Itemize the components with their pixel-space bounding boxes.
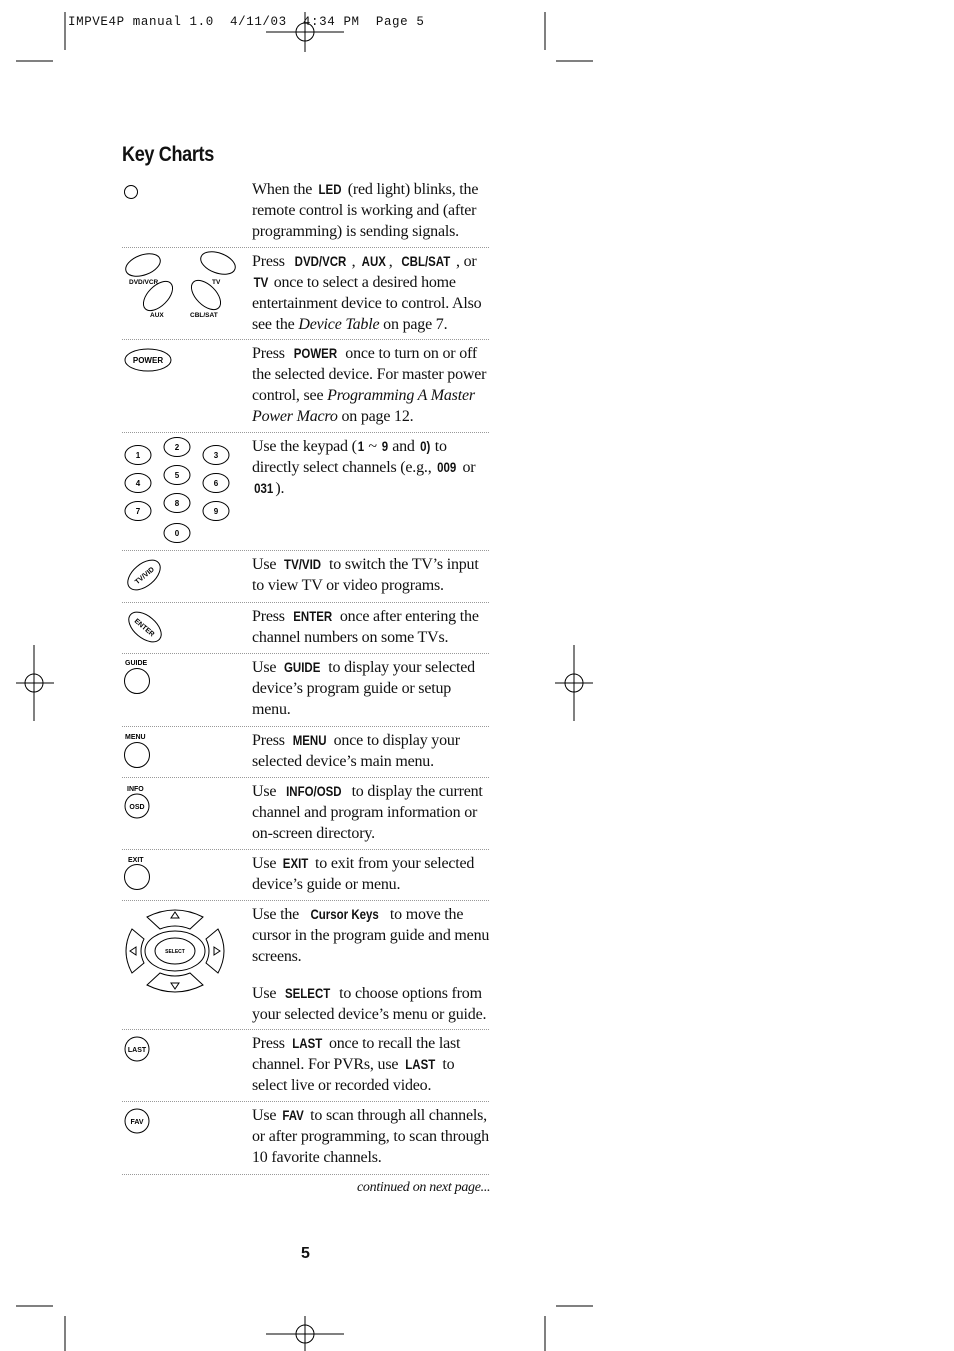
key-row-menu xyxy=(122,727,489,778)
last-label: LAST xyxy=(127,1047,147,1054)
enter-button-icon xyxy=(122,608,170,648)
dvd-label: DVD/VCR xyxy=(129,279,159,286)
key-row-guide xyxy=(122,654,489,727)
key-4-label: 4 xyxy=(135,479,141,488)
exit-button-icon xyxy=(122,852,162,896)
guide-label: GUIDE xyxy=(125,660,148,667)
key-row-info xyxy=(122,778,489,850)
fav-label: FAV xyxy=(130,1119,144,1126)
key-7-label: 7 xyxy=(135,507,141,516)
key-1-label: 1 xyxy=(135,451,141,460)
print-slug: IMPVE4P manual 1.0 4/11/03 4:34 PM Page 5 xyxy=(68,15,425,29)
key-2-label: 2 xyxy=(174,443,180,452)
enter-description: Press ENTER once after entering the channel numbers on some TVs. xyxy=(252,608,479,646)
enter-label: ENTER xyxy=(132,617,156,639)
continued-note: continued on next page... xyxy=(357,1180,491,1195)
tvvid-button-icon xyxy=(122,556,170,596)
guide-button-icon xyxy=(122,656,162,698)
info-description: Use INFO/OSD to display the current channel and program information or on-screen directory. xyxy=(252,783,483,842)
cursor-description: Use the Cursor Keys to move the cursor in the program guide and menu screens. xyxy=(252,906,490,965)
guide-description: Use GUIDE to display your selected device’s program guide or setup menu. xyxy=(252,659,475,718)
key-3-label: 3 xyxy=(213,451,219,460)
info-label: INFO xyxy=(127,786,144,793)
key-5-label: 5 xyxy=(174,471,180,480)
key-row-exit xyxy=(122,850,489,901)
power-description: Press POWER once to turn on or off the selected device. For master power control, see Programming A Master Power Macro on page 12. xyxy=(252,345,487,425)
tvvid-description: Use TV/VID to switch the TV’s input to view TV or video programs. xyxy=(252,556,479,594)
key-row-fav xyxy=(122,1102,489,1175)
last-description: Press LAST once to recall the last channel. For PVRs, use LAST to select live or recorded video. xyxy=(252,1035,461,1094)
osd-label: OSD xyxy=(129,804,145,811)
page-title: Key Charts xyxy=(122,143,214,166)
tvvid-label: TV/VID xyxy=(134,566,156,587)
menu-description: Press MENU once to display your selected device’s main menu. xyxy=(252,732,460,770)
cursor-pad-icon xyxy=(122,905,232,1001)
keypad-description: Use the keypad (1 ~ 9 and 0) to directly select channels (e.g., 009 or 031 ). xyxy=(252,438,476,497)
aux-label: AUX xyxy=(150,312,164,319)
led-icon xyxy=(122,183,142,203)
key-row-last xyxy=(122,1030,489,1102)
select-label: SELECT xyxy=(165,949,185,955)
page-number: 5 xyxy=(301,1245,310,1262)
key-row-enter xyxy=(122,603,489,654)
fav-button-icon xyxy=(122,1108,154,1136)
key-row-keypad xyxy=(122,433,489,551)
tv-label: TV xyxy=(212,279,221,286)
key-row-cursor xyxy=(122,901,489,1030)
device-description: Press DVD/VCR , AUX , CBL/SAT , or TV once to select a desired home entertainment device to control. Also see the Device Table on page 7. xyxy=(252,253,482,333)
menu-label: MENU xyxy=(125,734,146,741)
key-row-device xyxy=(122,248,489,340)
key-9-label: 9 xyxy=(213,507,219,516)
fav-description: Use FAV to scan through all channels, or after programming, to scan through 10 favorite channels. xyxy=(252,1107,489,1166)
led-description: When the LED (red light) blinks, the remote control is working and (after programming) is sending signals. xyxy=(252,181,479,240)
power-button-icon xyxy=(122,347,174,375)
power-label: POWER xyxy=(132,356,164,365)
key-row-power xyxy=(122,340,489,433)
info-osd-button-icon xyxy=(122,781,162,825)
device-buttons-icon xyxy=(122,248,237,323)
key-8-label: 8 xyxy=(174,499,180,508)
cbl-label: CBL/SAT xyxy=(190,312,218,319)
menu-button-icon xyxy=(122,730,162,774)
key-6-label: 6 xyxy=(213,479,219,488)
key-row-led xyxy=(122,176,489,248)
select-description: Use SELECT to choose options from your selected device’s menu or guide. xyxy=(252,985,487,1023)
last-button-icon xyxy=(122,1036,154,1064)
exit-description: Use EXIT to exit from your selected device’s guide or menu. xyxy=(252,855,475,893)
keypad-icon xyxy=(122,437,237,547)
key-0-label: 0 xyxy=(174,529,180,538)
exit-label: EXIT xyxy=(128,857,144,864)
key-row-tvvid xyxy=(122,551,489,603)
